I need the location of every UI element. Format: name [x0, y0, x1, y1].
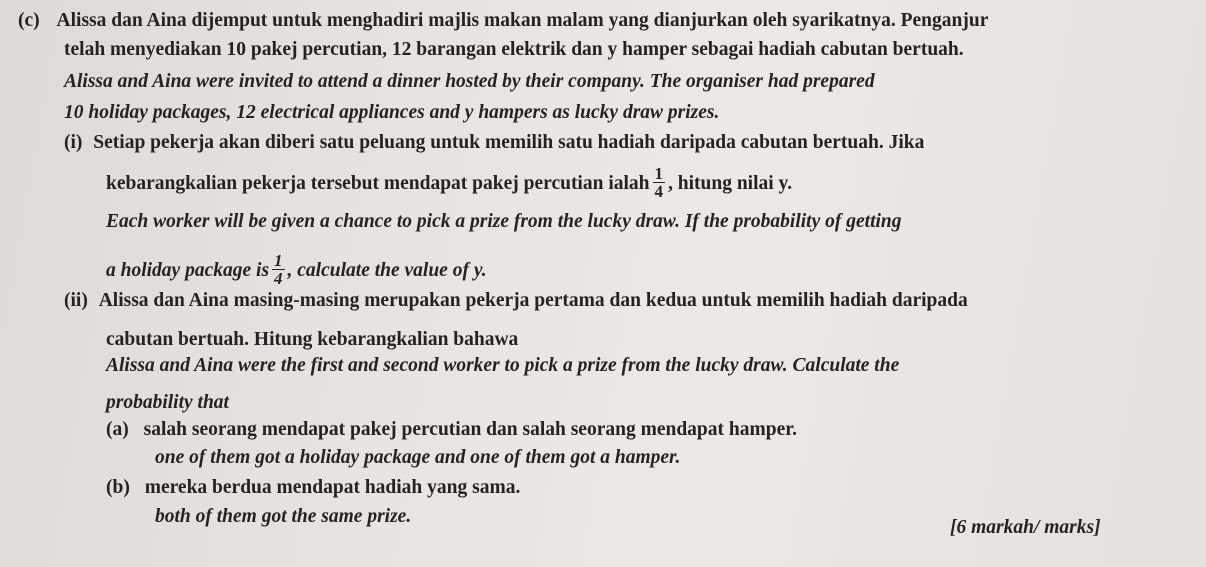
part-c-line-1 — [18, 8, 988, 34]
fraction-one-quarter: $\frac{1}{4}$ — [654, 164, 664, 201]
intro-malay-2: telah menyediakan 10 pakej percutian, 12 barangan elektrik dan y hamper sebagai hadiah cabutan bertuah. — [64, 39, 964, 60]
sub-i-english-2: a holiday package is $\frac{1}{4}$ , calculate the value of y. — [106, 251, 487, 288]
fraction-one-quarter-en: $\frac{1}{4}$ — [274, 251, 283, 288]
sub-ii-label: (ii) — [64, 290, 88, 311]
intro-english-1: Alissa and Aina were invited to attend a dinner hosted by their company. The organiser had prepared — [64, 71, 875, 92]
sub-i-malay-1: (i) Setiap pekerja akan diberi satu peluang untuk memilih satu hadiah daripada cabutan bertuah. Jika — [64, 132, 925, 153]
part-a-label: (a) — [106, 419, 129, 440]
sub-i-english-1: Each worker will be given a chance to pick a prize from the lucky draw. If the probability of getting — [106, 211, 902, 232]
part-b-malay: (b) mereka berdua mendapat hadiah yang sama. — [106, 477, 521, 498]
sub-i-malay-2: kebarangkalian pekerja tersebut mendapat pakej percutian ialah $\frac{1}{4}$ , hitung nilai y. — [106, 164, 793, 201]
sub-ii-english-2: probability that — [106, 392, 229, 413]
part-b-english: both of them got the same prize. — [155, 506, 412, 527]
sub-ii-malay-2: cabutan bertuah. Hitung kebarangkalian bahawa — [106, 329, 519, 350]
sub-i-label: (i) — [64, 132, 83, 153]
sub-ii-malay-1: (ii) Alissa dan Aina masing-masing merupakan pekerja pertama dan kedua untuk memilih hadiah daripada — [64, 290, 968, 311]
intro-malay-1: Alissa dan Aina dijemput untuk menghadiri majlis makan malam yang dianjurkan oleh syarikatnya. Penganjur — [56, 10, 989, 31]
part-a-malay: (a) salah seorang mendapat pakej percutian dan salah seorang mendapat hamper. — [106, 419, 797, 440]
part-label: (c) — [18, 10, 40, 31]
sub-ii-english-1: Alissa and Aina were the first and second worker to pick a prize from the lucky draw. Calculate the — [106, 355, 900, 376]
part-a-english: one of them got a holiday package and one of them got a hamper. — [155, 447, 681, 468]
marks-allocation: [6 markah/ marks] — [950, 517, 1101, 538]
part-b-label: (b) — [106, 477, 130, 498]
intro-english-2: 10 holiday packages, 12 electrical appliances and y hampers as lucky draw prizes. — [64, 102, 720, 123]
